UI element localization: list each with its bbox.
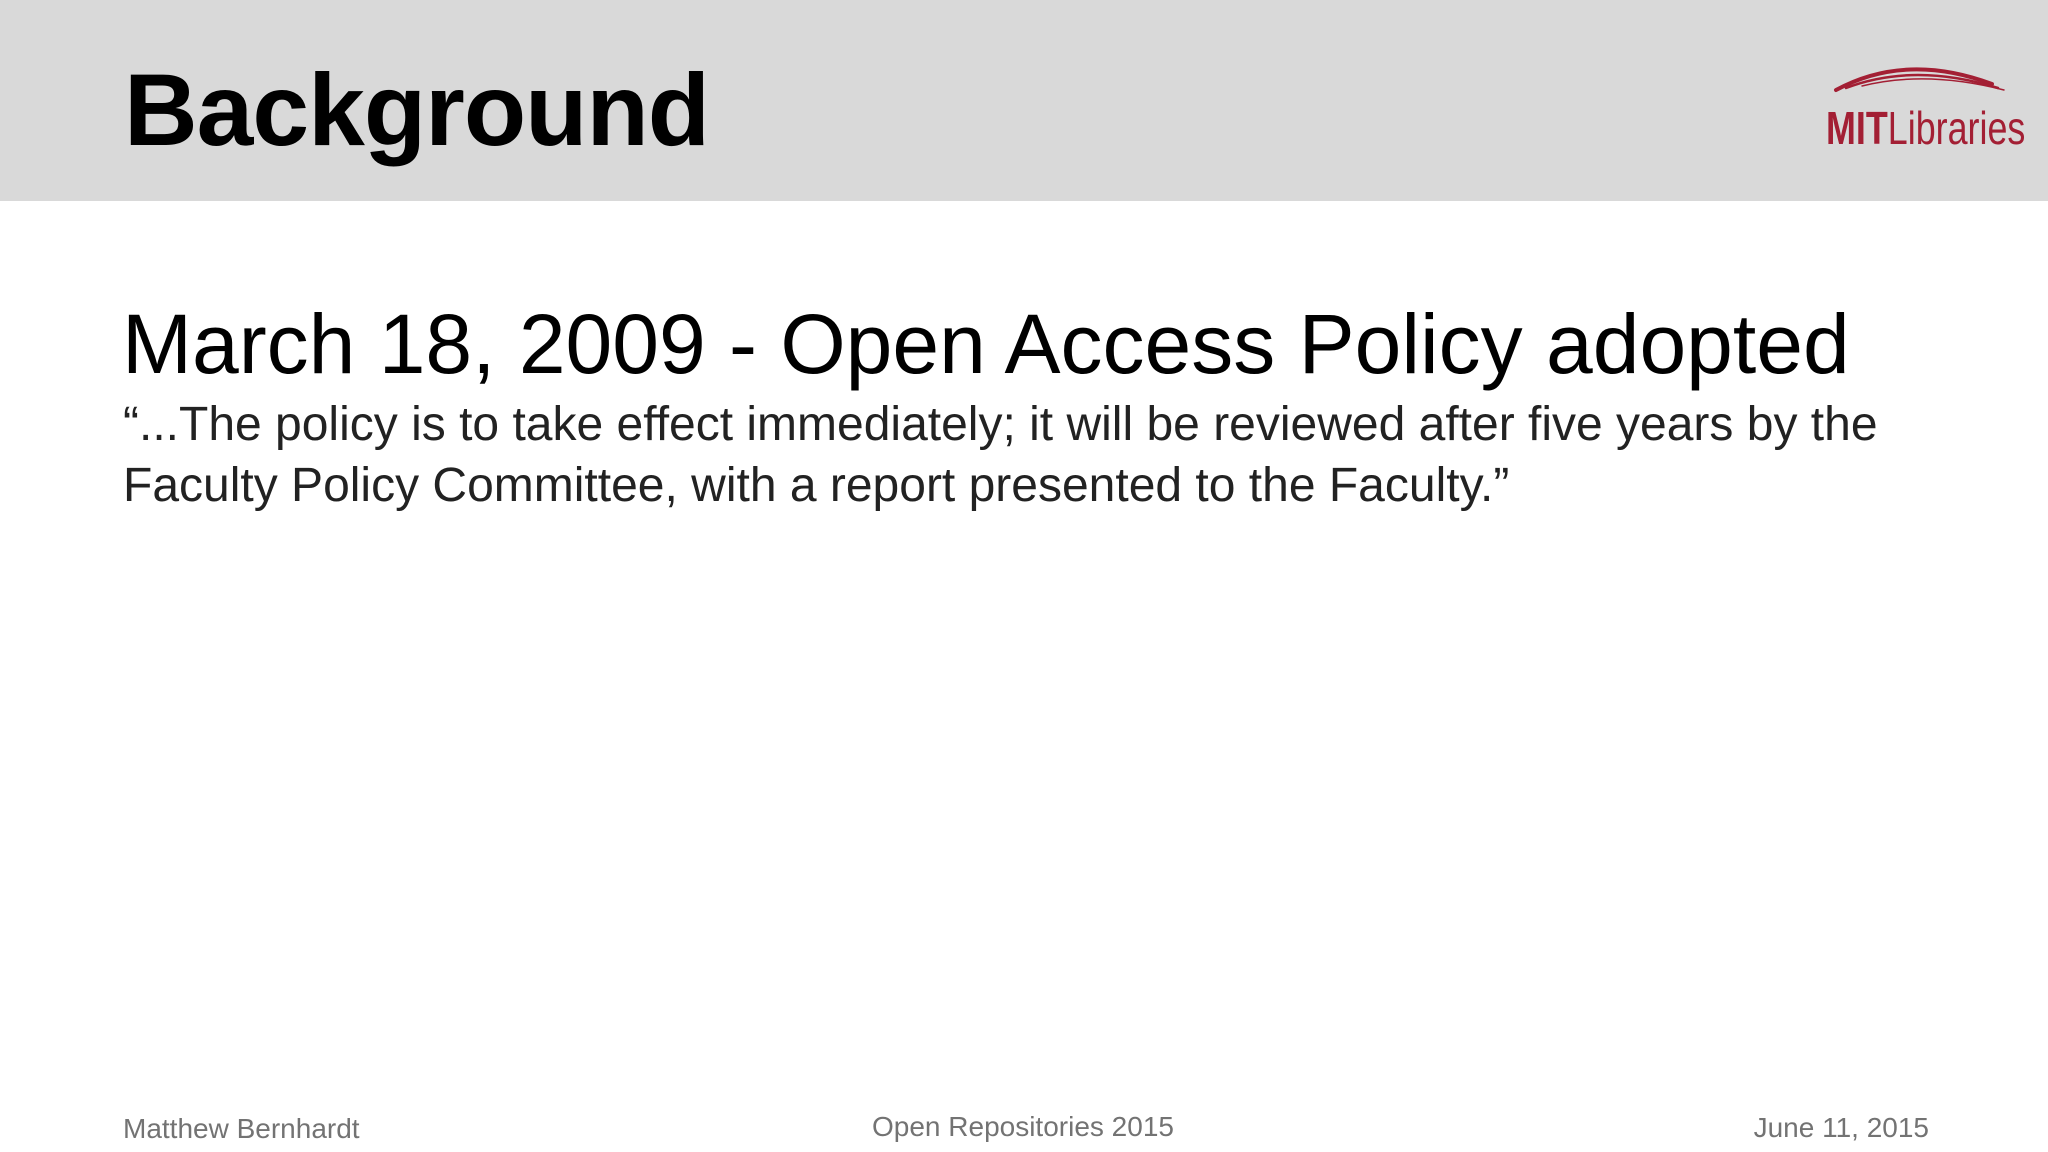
logo-text-mit: MIT [1826, 102, 1888, 154]
footer-event: Open Repositories 2015 [872, 1111, 1174, 1142]
footer-author: Matthew Bernhardt [123, 1113, 360, 1144]
logo-text-libraries: Libraries [1887, 102, 2026, 154]
logo-arc-icon [1822, 58, 2018, 98]
mit-libraries-logo [1822, 58, 2026, 158]
footer-date: June 11, 2015 [1753, 1112, 1929, 1143]
logo-text [1826, 102, 2025, 154]
slide-title: Background [124, 53, 710, 167]
policy-quote: “...The policy is to take effect immediately; it will be reviewed after five years by the Faculty Policy Committee, with a report presented to the Faculty.” [123, 398, 1878, 512]
policy-heading: March 18, 2009 - Open Access Policy adopted [122, 297, 1850, 391]
